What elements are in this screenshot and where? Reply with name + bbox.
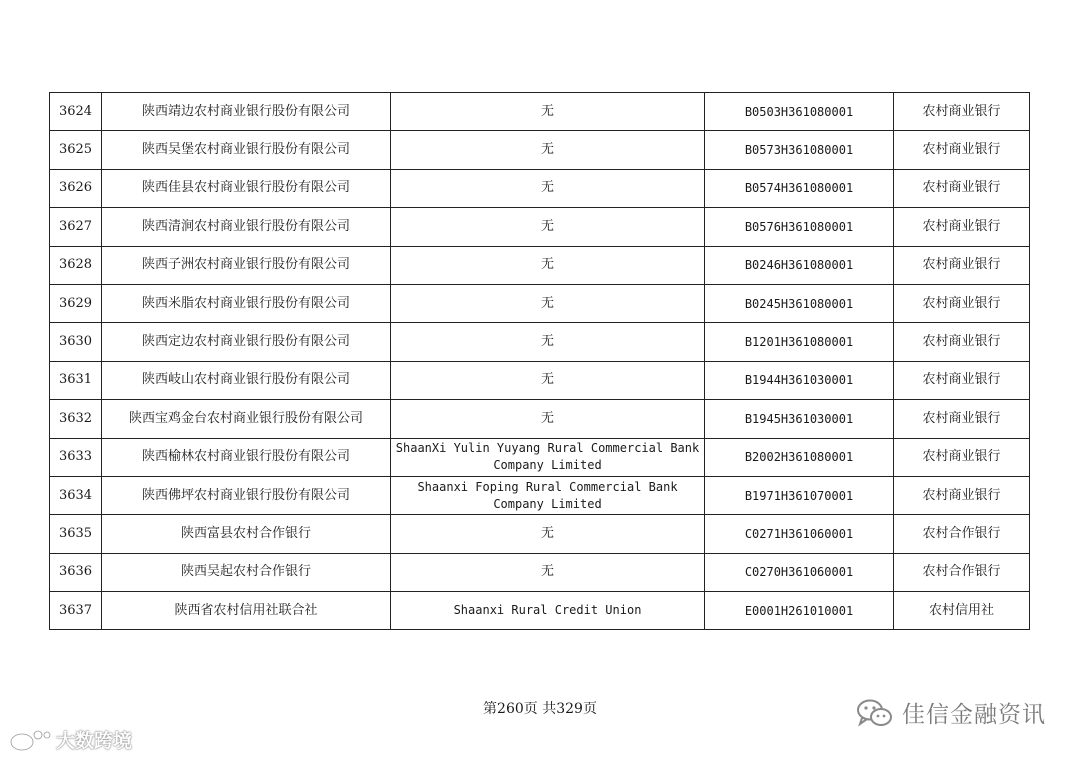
institution-name-cell: 陕西吴堡农村商业银行股份有限公司 [102, 131, 391, 169]
institution-code-cell: B1944H361030001 [705, 361, 894, 399]
english-name-cell: 无 [391, 93, 705, 131]
serial-number-cell: 3631 [50, 361, 102, 399]
english-name-cell: Shaanxi Rural Credit Union [391, 592, 705, 630]
institution-code-cell: B0574H361080001 [705, 169, 894, 207]
wechat-icon [856, 698, 894, 728]
serial-number-cell: 3628 [50, 246, 102, 284]
english-name-cell: 无 [391, 515, 705, 553]
table-row [50, 323, 1030, 361]
institution-type-cell: 农村商业银行 [894, 361, 1030, 399]
serial-number-cell: 3629 [50, 284, 102, 322]
table-row [50, 476, 1030, 514]
serial-number-cell: 3632 [50, 400, 102, 438]
institution-type-cell: 农村商业银行 [894, 246, 1030, 284]
institution-name-cell: 陕西佳县农村商业银行股份有限公司 [102, 169, 391, 207]
weibo-watermark [8, 726, 132, 753]
table-row [50, 592, 1030, 630]
institution-code-cell: B0245H361080001 [705, 284, 894, 322]
serial-number-cell: 3625 [50, 131, 102, 169]
english-name-cell: 无 [391, 169, 705, 207]
serial-number-cell: 3627 [50, 208, 102, 246]
english-name-cell: ShaanXi Yulin Yuyang Rural Commercial Bank Company Limited [391, 438, 705, 476]
institution-type-cell: 农村商业银行 [894, 400, 1030, 438]
weibo-icon [8, 727, 52, 753]
institution-name-cell: 陕西岐山农村商业银行股份有限公司 [102, 361, 391, 399]
institution-name-cell: 陕西佛坪农村商业银行股份有限公司 [102, 476, 391, 514]
institution-type-cell: 农村商业银行 [894, 93, 1030, 131]
weibo-account-name: 大数跨境 [56, 730, 133, 752]
institution-type-cell: 农村合作银行 [894, 515, 1030, 553]
institution-name-cell: 陕西吴起农村合作银行 [102, 553, 391, 591]
table-row [50, 553, 1030, 591]
english-name-cell: 无 [391, 400, 705, 438]
institution-name-cell: 陕西靖边农村商业银行股份有限公司 [102, 93, 391, 131]
table-body [50, 93, 1030, 630]
english-name-cell: 无 [391, 553, 705, 591]
serial-number-cell: 3636 [50, 553, 102, 591]
table-row [50, 169, 1030, 207]
institution-type-cell: 农村商业银行 [894, 169, 1030, 207]
table-row [50, 438, 1030, 476]
institution-type-cell: 农村商业银行 [894, 438, 1030, 476]
serial-number-cell: 3634 [50, 476, 102, 514]
institution-name-cell: 陕西子洲农村商业银行股份有限公司 [102, 246, 391, 284]
institution-type-cell: 农村商业银行 [894, 208, 1030, 246]
table-row [50, 246, 1030, 284]
english-name-cell: 无 [391, 208, 705, 246]
wechat-account-name: 佳信金融资讯 [902, 702, 1046, 728]
institution-name-cell: 陕西米脂农村商业银行股份有限公司 [102, 284, 391, 322]
serial-number-cell: 3630 [50, 323, 102, 361]
institution-type-cell: 农村商业银行 [894, 284, 1030, 322]
institution-name-cell: 陕西定边农村商业银行股份有限公司 [102, 323, 391, 361]
institution-code-cell: E0001H261010001 [705, 592, 894, 630]
institution-code-cell: B2002H361080001 [705, 438, 894, 476]
serial-number-cell: 3635 [50, 515, 102, 553]
table-row [50, 361, 1030, 399]
institution-code-cell: B1201H361080001 [705, 323, 894, 361]
institution-code-cell: C0271H361060001 [705, 515, 894, 553]
institution-type-cell: 农村商业银行 [894, 131, 1030, 169]
institution-name-cell: 陕西清涧农村商业银行股份有限公司 [102, 208, 391, 246]
institution-type-cell: 农村商业银行 [894, 476, 1030, 514]
institution-type-cell: 农村信用社 [894, 592, 1030, 630]
institution-name-cell: 陕西榆林农村商业银行股份有限公司 [102, 438, 391, 476]
english-name-cell: 无 [391, 284, 705, 322]
serial-number-cell: 3637 [50, 592, 102, 630]
institution-code-cell: B0576H361080001 [705, 208, 894, 246]
serial-number-cell: 3626 [50, 169, 102, 207]
institution-table [49, 92, 1030, 630]
institution-code-cell: B0503H361080001 [705, 93, 894, 131]
wechat-watermark [856, 696, 1046, 729]
table-row [50, 93, 1030, 131]
serial-number-cell: 3624 [50, 93, 102, 131]
english-name-cell: 无 [391, 361, 705, 399]
page-number: 第260页 共329页 [483, 701, 597, 717]
institution-type-cell: 农村合作银行 [894, 553, 1030, 591]
institution-type-cell: 农村商业银行 [894, 323, 1030, 361]
institution-name-cell: 陕西宝鸡金台农村商业银行股份有限公司 [102, 400, 391, 438]
table-row [50, 515, 1030, 553]
institution-name-cell: 陕西富县农村合作银行 [102, 515, 391, 553]
institution-code-cell: B1945H361030001 [705, 400, 894, 438]
institution-code-cell: C0270H361060001 [705, 553, 894, 591]
table-row [50, 131, 1030, 169]
institution-code-cell: B1971H361070001 [705, 476, 894, 514]
english-name-cell: 无 [391, 131, 705, 169]
table-row [50, 284, 1030, 322]
table-row [50, 208, 1030, 246]
institution-code-cell: B0246H361080001 [705, 246, 894, 284]
serial-number-cell: 3633 [50, 438, 102, 476]
english-name-cell: 无 [391, 323, 705, 361]
table-row [50, 400, 1030, 438]
institution-code-cell: B0573H361080001 [705, 131, 894, 169]
english-name-cell: Shaanxi Foping Rural Commercial Bank Company Limited [391, 476, 705, 514]
institution-name-cell: 陕西省农村信用社联合社 [102, 592, 391, 630]
english-name-cell: 无 [391, 246, 705, 284]
